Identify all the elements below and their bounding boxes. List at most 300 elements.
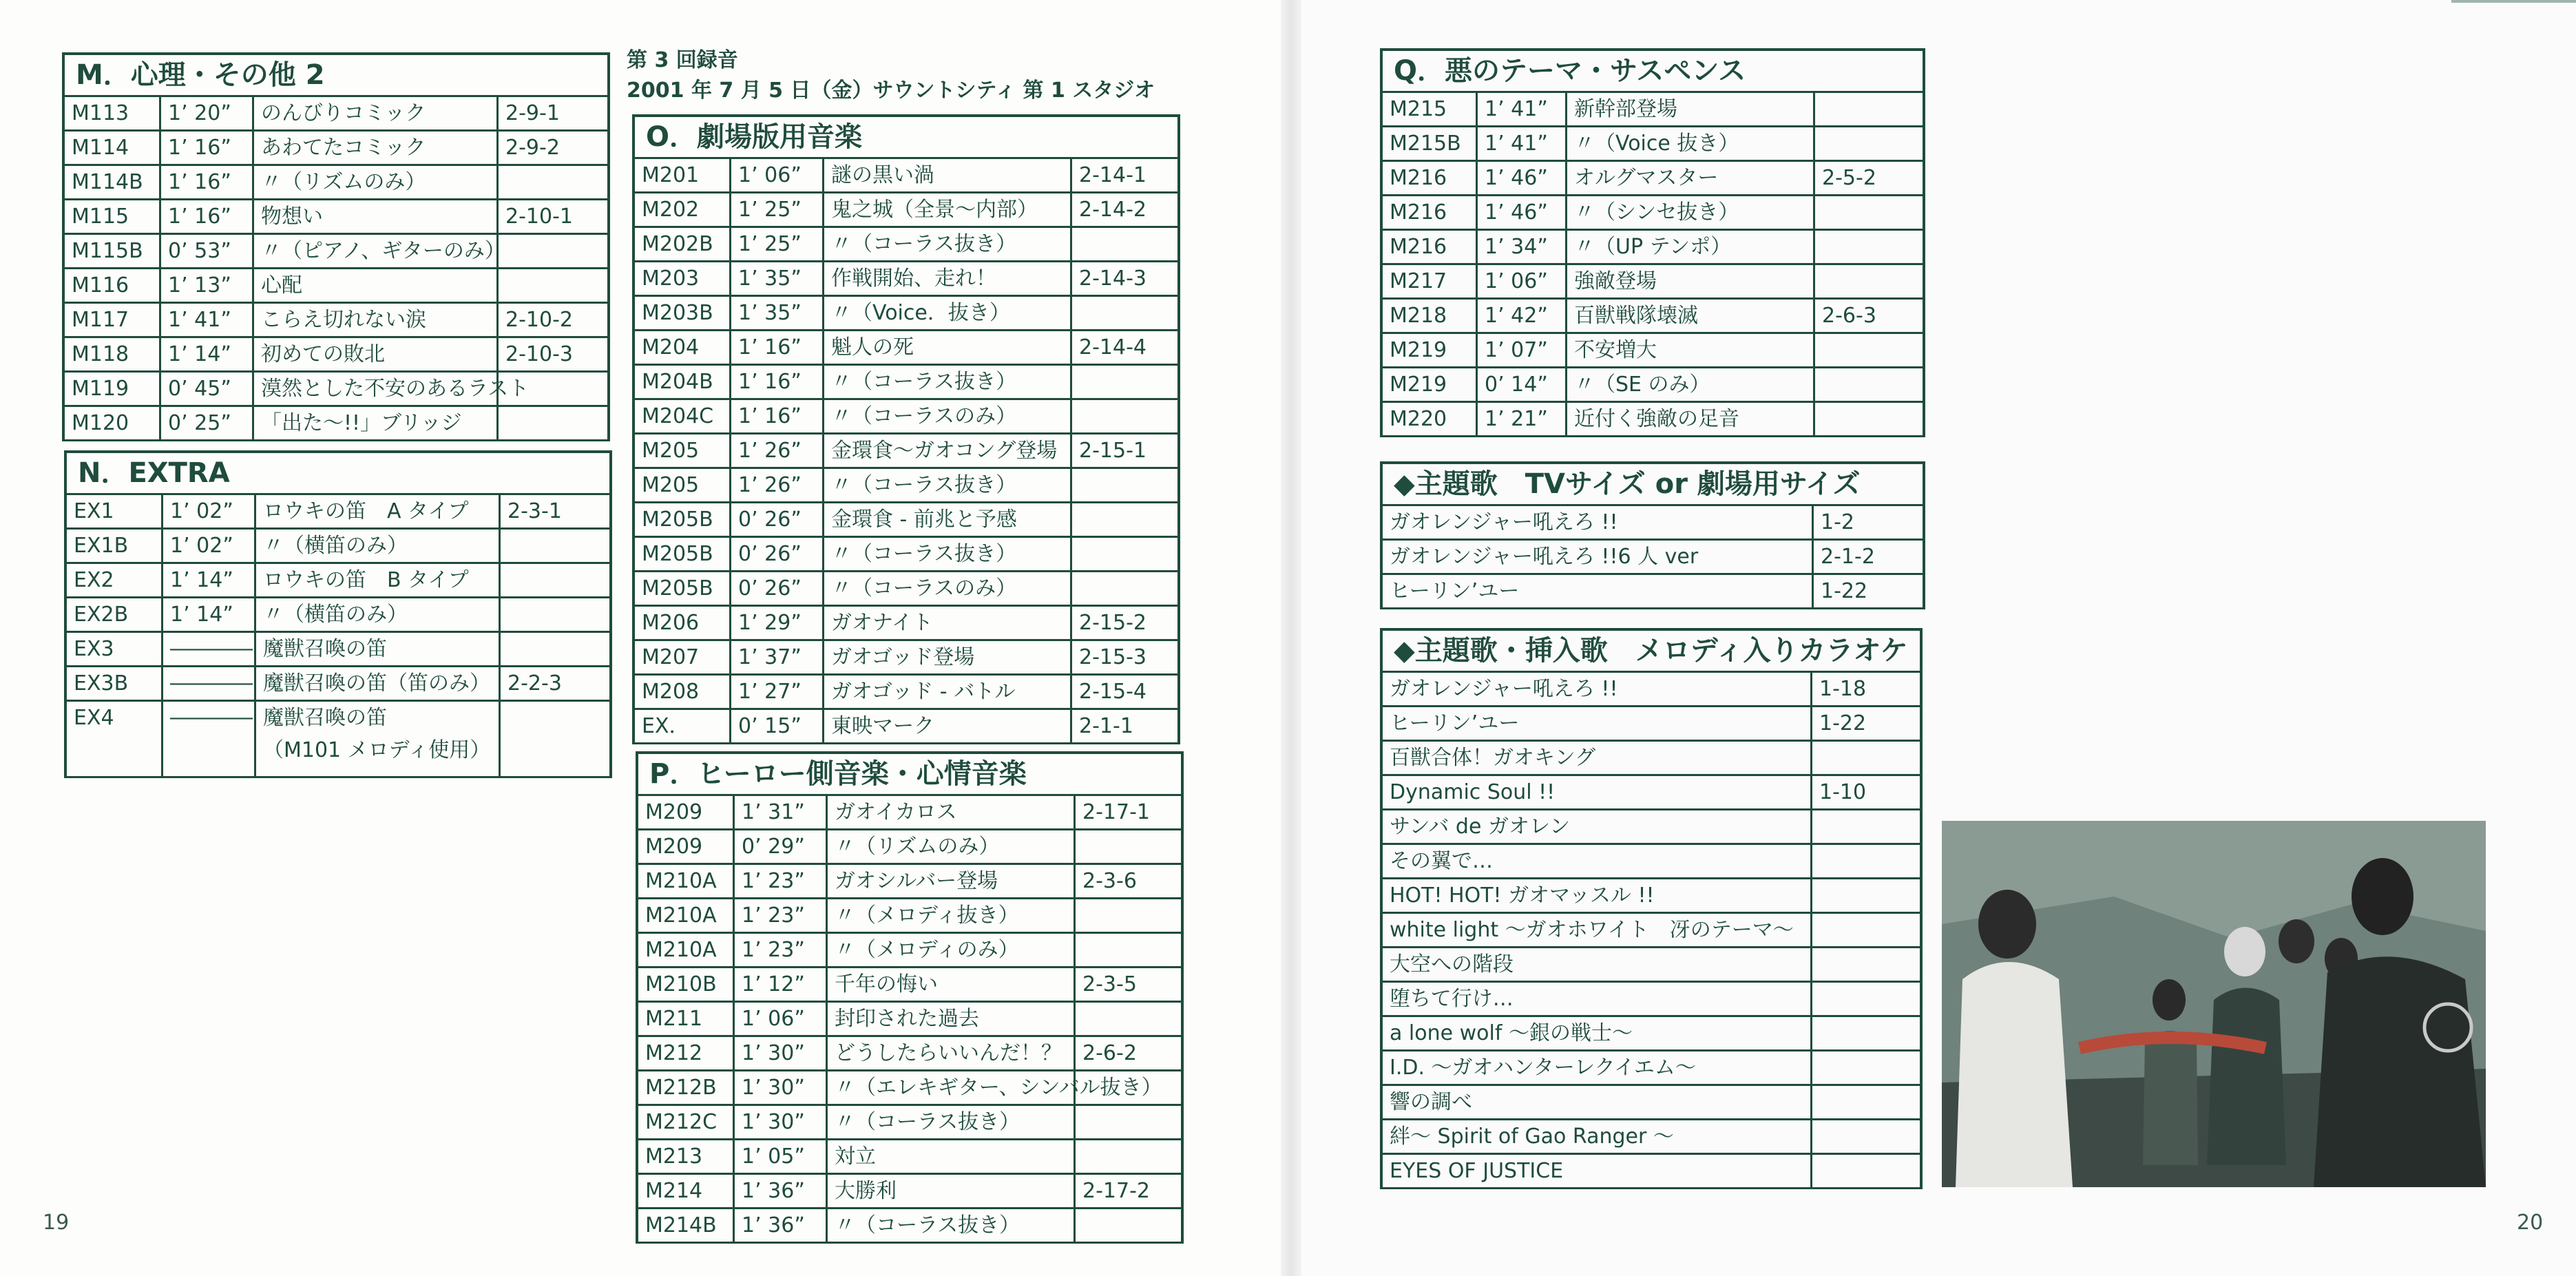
cue-title: のんびりコミック: [254, 97, 499, 129]
cue-track: [1076, 1140, 1181, 1173]
cue-track: [499, 373, 607, 405]
track-number: 1-18: [1819, 677, 1867, 701]
cue-time: 1’ 30”: [735, 1037, 828, 1069]
cue-track: 2-10-3: [505, 342, 573, 366]
cue-id: M118: [65, 338, 161, 370]
cue-title: 魔獣召喚の笛（笛のみ）: [256, 667, 501, 700]
cue-track: 2-15-2: [1079, 611, 1146, 635]
cue-title: 〃（コーラス抜き）: [824, 366, 1072, 398]
cue-track: [1076, 1003, 1181, 1035]
song-title: ヒーリン’ユー: [1383, 575, 1814, 607]
table-row: [65, 269, 607, 304]
table-row: [635, 262, 1177, 297]
cue-id: EX4: [67, 702, 163, 776]
cue-title: 〃（コーラス抜き）: [824, 228, 1072, 260]
track-number: 2-1-2: [1821, 545, 1875, 569]
cue-id: M213: [638, 1140, 735, 1173]
table-row: [1383, 1086, 1920, 1120]
cue-track: 2-15-1: [1079, 439, 1146, 463]
table-row: [1383, 368, 1923, 403]
cue-id: M208: [635, 676, 731, 708]
cue-time: 1’ 23”: [735, 865, 828, 897]
cue-track: [1072, 538, 1177, 570]
cue-track: 2-10-2: [505, 308, 573, 332]
table-row: [65, 338, 607, 373]
cue-id: M216: [1383, 196, 1478, 229]
table-row: [1383, 93, 1923, 127]
song-title: 大空への階段: [1383, 948, 1812, 981]
cue-id: M216: [1383, 231, 1478, 263]
cue-track: [1815, 93, 1923, 125]
cue-title: 〃（メロディのみ）: [828, 934, 1076, 966]
song-title: ガオレンジャー吼えろ !!: [1383, 673, 1812, 705]
cue-track: [1072, 469, 1177, 501]
table-row: [67, 598, 609, 633]
cue-title: 初めての敗北: [254, 338, 499, 370]
table-row: [65, 97, 607, 132]
song-title: 百獣合体！ガオキング: [1383, 742, 1812, 774]
cue-time: 1’ 16”: [161, 200, 254, 233]
table-row: [65, 132, 607, 166]
cue-time: 1’ 35”: [731, 262, 824, 295]
cue-title: 魁人の死: [824, 331, 1072, 364]
cue-time: 1’ 14”: [161, 338, 254, 370]
table-row: [638, 1106, 1181, 1140]
cue-time: 1’ 16”: [731, 400, 824, 432]
page-gutter: [1281, 0, 1301, 1276]
table-row: [67, 495, 609, 530]
cue-time: 0’ 25”: [161, 407, 254, 439]
cue-track: [1076, 1209, 1181, 1242]
cue-time: 0’ 53”: [161, 235, 254, 267]
cue-id: M212: [638, 1037, 735, 1069]
cue-title: 〃（リズムのみ）: [828, 830, 1076, 863]
table-row: [635, 607, 1177, 641]
cue-time: ――――: [163, 633, 256, 665]
section-o-table: [632, 114, 1180, 744]
cue-time: 1’ 23”: [735, 934, 828, 966]
table-row: [635, 194, 1177, 228]
table-row: [67, 702, 609, 778]
cue-title: ガオゴッド登場: [824, 641, 1072, 673]
song-title: I.D. ～ガオハンターレクイエム～: [1383, 1052, 1812, 1084]
cue-time: 1’ 16”: [731, 331, 824, 364]
cue-track: 2-1-1: [1079, 714, 1133, 738]
cue-time: 1’ 02”: [163, 495, 256, 527]
track-number: [1812, 1017, 1920, 1049]
cue-time: 1’ 30”: [735, 1106, 828, 1138]
cue-id: M201: [635, 159, 731, 191]
table-row: [1383, 742, 1920, 776]
cue-id: M203B: [635, 297, 731, 329]
cue-id: M218: [1383, 300, 1478, 332]
table-row: [638, 865, 1181, 899]
cue-time: 1’ 25”: [731, 194, 824, 226]
song-title: ガオレンジャー吼えろ !!6 人 ver: [1383, 541, 1814, 573]
cue-track: [1815, 265, 1923, 297]
cue-title: ガオイカロス: [828, 796, 1076, 828]
cue-time: ――――: [163, 667, 256, 700]
cue-time: 1’ 07”: [1478, 334, 1567, 366]
cue-track: 2-15-4: [1079, 680, 1146, 704]
table-row: [65, 304, 607, 338]
cue-time: 1’ 36”: [735, 1209, 828, 1242]
track-number: [1812, 1052, 1920, 1084]
cue-id: EX3: [67, 633, 163, 665]
table-row: [635, 538, 1177, 572]
section-q-table: [1380, 48, 1925, 437]
cue-time: 1’ 36”: [735, 1175, 828, 1207]
section-n-title: N．EXTRA: [67, 453, 609, 495]
table-row: [1383, 265, 1923, 300]
cue-title: 〃（コーラスのみ）: [824, 400, 1072, 432]
cue-time: 1’ 16”: [161, 132, 254, 164]
cue-id: M207: [635, 641, 731, 673]
table-row: [1383, 162, 1923, 196]
table-row: [635, 435, 1177, 469]
table-row: [1383, 231, 1923, 265]
cue-title: 謎の黒い渦: [824, 159, 1072, 191]
table-row: [1383, 127, 1923, 162]
cue-track: 2-14-1: [1079, 163, 1146, 187]
table-row: [635, 228, 1177, 262]
cue-time: 1’ 46”: [1478, 196, 1567, 229]
table-row: [1383, 1052, 1920, 1086]
track-number: [1812, 810, 1920, 843]
cue-id: M204B: [635, 366, 731, 398]
table-row: [1383, 300, 1923, 334]
cue-title: [256, 702, 501, 776]
table-row: [638, 899, 1181, 934]
cue-title: 近付く強敵の足音: [1567, 403, 1815, 435]
cue-time: 1’ 21”: [1478, 403, 1567, 435]
cue-id: M204: [635, 331, 731, 364]
track-number: [1812, 1086, 1920, 1118]
track-number: 1-22: [1819, 711, 1867, 735]
table-row: [67, 633, 609, 667]
track-number: [1812, 948, 1920, 981]
cue-id: M210A: [638, 934, 735, 966]
cue-title-line2: （M101 メロディ使用）: [263, 738, 491, 762]
cue-time: 1’ 13”: [161, 269, 254, 302]
table-row: [1383, 541, 1923, 575]
cue-time: 1’ 31”: [735, 796, 828, 828]
track-number: [1812, 742, 1920, 774]
table-row: [1383, 914, 1920, 948]
karaoke-rows: [1383, 673, 1920, 1189]
cue-title: 作戦開始、走れ！: [824, 262, 1072, 295]
section-q-title: Q．悪のテーマ・サスペンス: [1383, 51, 1923, 93]
cue-title: 〃（Voice．抜き）: [824, 297, 1072, 329]
cue-title: 物想い: [254, 200, 499, 233]
cue-id: M217: [1383, 265, 1478, 297]
section-n-rows: [67, 495, 609, 702]
cue-time: 1’ 27”: [731, 676, 824, 708]
track-number: [1812, 1155, 1920, 1187]
cue-id: M202B: [635, 228, 731, 260]
table-row: [635, 676, 1177, 710]
cue-id: M205: [635, 469, 731, 501]
table-row: [635, 331, 1177, 366]
cue-track: [1076, 899, 1181, 932]
table-row: [1383, 707, 1920, 742]
cue-title: ガオゴッド - バトル: [824, 676, 1072, 708]
cue-time: 1’ 35”: [731, 297, 824, 329]
cue-track: [1076, 1106, 1181, 1138]
cue-title: 〃（エレキギター、シンバル抜き）: [828, 1071, 1076, 1104]
cue-time: 1’ 26”: [731, 435, 824, 467]
table-row: [67, 564, 609, 598]
cue-time: 1’ 30”: [735, 1071, 828, 1104]
song-title: サンバ de ガオレン: [1383, 810, 1812, 843]
cue-time: 1’ 41”: [1478, 127, 1567, 160]
recording-date-studio: 2001 年 7 月 5 日（金）サウントシティ 第 1 スタジオ: [627, 79, 1155, 103]
cue-id: EX1: [67, 495, 163, 527]
song-title: EYES OF JUSTICE: [1383, 1155, 1812, 1187]
table-row: [1383, 983, 1920, 1017]
theme-tv-size-table: [1380, 461, 1925, 609]
cue-time: 1’ 46”: [1478, 162, 1567, 194]
cue-track: [499, 407, 607, 439]
cue-title: 魔獣召喚の笛: [256, 633, 501, 665]
cue-time: ――――: [163, 702, 256, 776]
table-row: [635, 641, 1177, 676]
table-row: [635, 297, 1177, 331]
table-row: [1383, 403, 1923, 437]
cue-title: 〃（コーラス抜き）: [824, 469, 1072, 501]
table-row: [638, 1003, 1181, 1037]
table-row: [638, 1209, 1181, 1244]
cue-id: M120: [65, 407, 161, 439]
cue-title: 〃（リズムのみ）: [254, 166, 499, 198]
table-row: [1383, 506, 1923, 541]
cue-id: M215B: [1383, 127, 1478, 160]
cue-track: [1072, 572, 1177, 605]
cue-title: オルグマスター: [1567, 162, 1815, 194]
section-p-title: P．ヒーロー側音楽・心情音楽: [638, 754, 1181, 796]
cue-id: M115: [65, 200, 161, 233]
cue-title: どうしたらいいんだ！？: [828, 1037, 1076, 1069]
cue-id: M114B: [65, 166, 161, 198]
table-row: [635, 503, 1177, 538]
cue-title: 不安増大: [1567, 334, 1815, 366]
song-title: Dynamic Soul !!: [1383, 776, 1812, 808]
page-number-left: 19: [43, 1211, 70, 1235]
table-row: [638, 796, 1181, 830]
cue-time: 1’ 12”: [735, 968, 828, 1001]
table-row: [1383, 1017, 1920, 1052]
cue-title: 〃（コーラス抜き）: [828, 1209, 1076, 1242]
table-row: [638, 830, 1181, 865]
cue-id: EX．: [635, 710, 731, 742]
cue-id: EX2: [67, 564, 163, 596]
recording-session: 第 3 回録音: [627, 48, 738, 72]
table-row: [1383, 879, 1920, 914]
cue-title: 〃（SE のみ）: [1567, 368, 1815, 401]
cue-track: [1076, 934, 1181, 966]
table-row: [1383, 196, 1923, 231]
cue-time: 1’ 37”: [731, 641, 824, 673]
cue-title: 〃（ピアノ、ギターのみ）: [254, 235, 499, 267]
cue-id: M215: [1383, 93, 1478, 125]
cue-track: [501, 598, 609, 631]
table-row: [635, 366, 1177, 400]
cue-title: 〃（シンセ抜き）: [1567, 196, 1815, 229]
section-o-rows: [635, 159, 1177, 744]
cue-track: 2-14-3: [1079, 266, 1146, 291]
song-title: ヒーリン’ユー: [1383, 707, 1812, 740]
cue-time: 1’ 14”: [163, 598, 256, 631]
cue-title: 強敵登場: [1567, 265, 1815, 297]
cue-title: 対立: [828, 1140, 1076, 1173]
cue-track: [501, 702, 609, 776]
cue-time: 1’ 34”: [1478, 231, 1567, 263]
cue-id: M209: [638, 796, 735, 828]
recording-info: [627, 45, 1155, 106]
section-p-table: [636, 751, 1184, 1244]
cue-time: 1’ 14”: [163, 564, 256, 596]
cue-time: 1’ 16”: [161, 166, 254, 198]
cue-title: 金環食 - 前兆と予感: [824, 503, 1072, 536]
cue-track: [1076, 830, 1181, 863]
section-n-table: [64, 450, 612, 778]
cue-track: [1072, 228, 1177, 260]
cue-id: M114: [65, 132, 161, 164]
cue-time: 1’ 06”: [735, 1003, 828, 1035]
cue-title: ガオシルバー登場: [828, 865, 1076, 897]
cue-id: M205B: [635, 572, 731, 605]
cue-id: M113: [65, 97, 161, 129]
cue-track: 2-6-2: [1082, 1041, 1137, 1065]
table-row: [65, 200, 607, 235]
cue-track: [1815, 334, 1923, 366]
section-m-table: [62, 52, 610, 441]
cue-id: EX3B: [67, 667, 163, 700]
karaoke-table: [1380, 628, 1923, 1189]
cue-title: 千年の悔い: [828, 968, 1076, 1001]
cue-title: 〃（UP テンポ）: [1567, 231, 1815, 263]
cue-title: 東映マーク: [824, 710, 1072, 742]
cue-time: 1’ 41”: [161, 304, 254, 336]
cue-time: 1’ 20”: [161, 97, 254, 129]
cue-track: [1815, 127, 1923, 160]
cue-title: こらえ切れない涙: [254, 304, 499, 336]
song-title: 絆～ Spirit of Gao Ranger ～: [1383, 1120, 1812, 1153]
cue-title: 〃（Voice 抜き）: [1567, 127, 1815, 160]
cue-track: [1072, 503, 1177, 536]
cue-title: ガオナイト: [824, 607, 1072, 639]
cue-id: M205B: [635, 538, 731, 570]
cue-track: [1815, 403, 1923, 435]
cue-time: 1’ 06”: [1478, 265, 1567, 297]
cue-track: 2-6-3: [1822, 304, 1876, 328]
track-number: [1812, 879, 1920, 912]
song-title: ガオレンジャー吼えろ !!: [1383, 506, 1814, 538]
cue-title: ロウキの笛 A タイプ: [256, 495, 501, 527]
cue-id: M214: [638, 1175, 735, 1207]
cue-track: 2-17-1: [1082, 800, 1150, 824]
cue-title: 金環食～ガオコング登場: [824, 435, 1072, 467]
cue-id: M210A: [638, 899, 735, 932]
cue-track: 2-3-6: [1082, 869, 1137, 893]
cue-time: 1’ 41”: [1478, 93, 1567, 125]
cue-track: 2-17-2: [1082, 1179, 1150, 1203]
cue-track: [499, 235, 607, 267]
cue-id: M203: [635, 262, 731, 295]
table-row: [1383, 1155, 1920, 1189]
table-row: [1383, 948, 1920, 983]
edge-line: [2451, 0, 2576, 3]
cue-time: 1’ 06”: [731, 159, 824, 191]
cue-track: [1072, 297, 1177, 329]
table-row: [635, 710, 1177, 744]
cue-id: M205B: [635, 503, 731, 536]
song-title: white light ～ガオホワイト 冴のテーマ～: [1383, 914, 1812, 946]
cue-track: [1076, 1071, 1181, 1104]
cue-title: 鬼之城（全景～内部）: [824, 194, 1072, 226]
cue-track: [1815, 368, 1923, 401]
cue-track: 2-10-1: [505, 205, 573, 229]
cue-track: [1072, 400, 1177, 432]
cue-title: 百獣戦隊壊滅: [1567, 300, 1815, 332]
track-number: 1-22: [1821, 579, 1868, 603]
cue-track: [1815, 231, 1923, 263]
cue-time: 1’ 05”: [735, 1140, 828, 1173]
cue-id: M212B: [638, 1071, 735, 1104]
cue-track: 2-15-3: [1079, 645, 1146, 669]
cue-time: 1’ 02”: [163, 530, 256, 562]
table-row: [67, 530, 609, 564]
table-row: [1383, 810, 1920, 845]
cue-track: 2-2-3: [507, 671, 562, 695]
track-number: [1812, 1120, 1920, 1153]
cue-title: 〃（コーラス抜き）: [828, 1106, 1076, 1138]
track-number: 1-2: [1821, 510, 1854, 534]
cue-track: [501, 633, 609, 665]
track-number: [1812, 845, 1920, 877]
song-title: 響の調べ: [1383, 1086, 1812, 1118]
cue-title: 〃（コーラスのみ）: [824, 572, 1072, 605]
cue-id: M214B: [638, 1209, 735, 1242]
cue-track: 2-5-2: [1822, 166, 1876, 190]
theme-tv-size-rows: [1383, 506, 1923, 609]
section-o-title: O．劇場版用音楽: [635, 117, 1177, 159]
table-row: [1383, 845, 1920, 879]
cue-time: 0’ 45”: [161, 373, 254, 405]
cue-track: [1815, 196, 1923, 229]
cue-track: [499, 269, 607, 302]
table-row: [65, 166, 607, 200]
table-row: [635, 159, 1177, 194]
table-row: [1383, 575, 1923, 609]
cue-id: M115B: [65, 235, 161, 267]
cue-track: [1072, 366, 1177, 398]
section-m-rows: [65, 97, 607, 441]
table-row: [638, 934, 1181, 968]
table-row: [1383, 776, 1920, 810]
cue-id: M210A: [638, 865, 735, 897]
cue-time: 0’ 26”: [731, 572, 824, 605]
cue-id: M205: [635, 435, 731, 467]
cue-title: 漠然とした不安のあるラスト: [254, 373, 499, 405]
song-title: 堕ちて行け…: [1383, 983, 1812, 1015]
cue-track: 2-9-2: [505, 136, 560, 160]
cue-time: 1’ 25”: [731, 228, 824, 260]
cue-track: [499, 166, 607, 198]
cue-time: 1’ 23”: [735, 899, 828, 932]
cue-track: 2-3-1: [507, 499, 562, 523]
cue-id: M211: [638, 1003, 735, 1035]
